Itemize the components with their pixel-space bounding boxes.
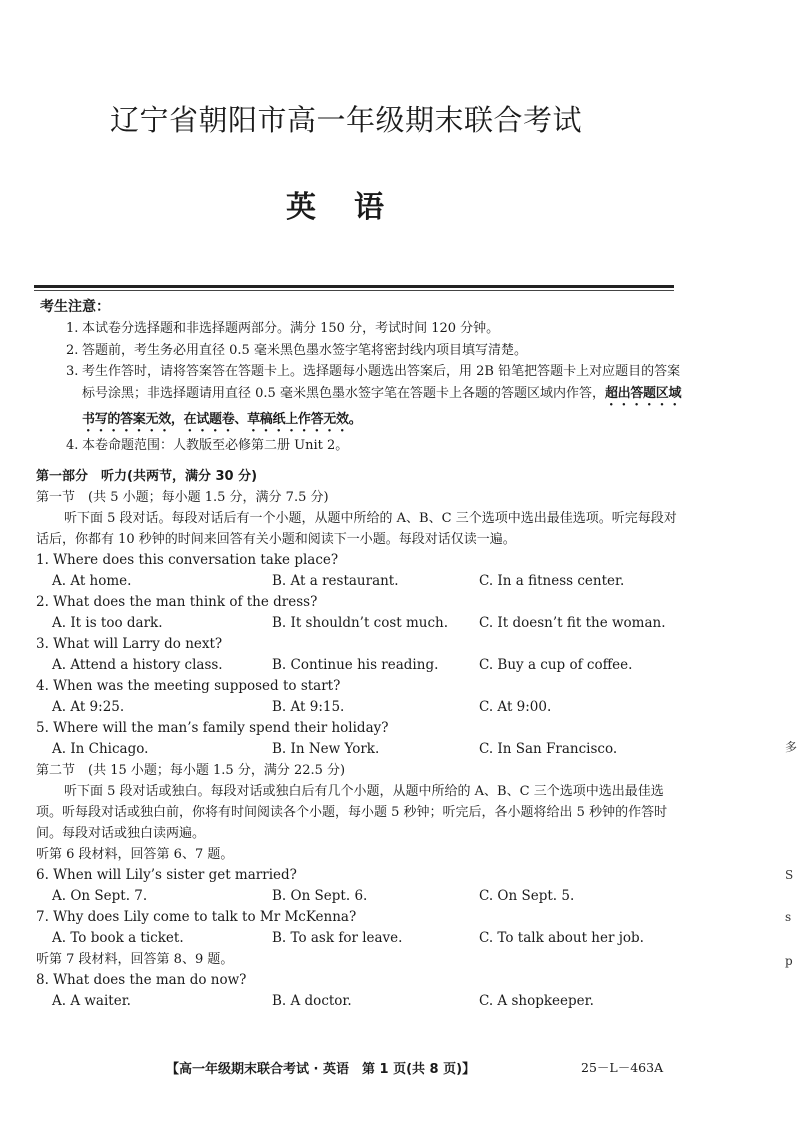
options-4: [36, 697, 686, 718]
subject-title: 英语: [286, 190, 422, 225]
page-footer: 【高一年级期末联合考试 · 英语 第 1 页(共 8 页)】: [166, 1062, 476, 1077]
question-2: 2. What does the man think of the dress?: [36, 594, 318, 610]
options-1: [36, 571, 686, 592]
option-c: C. At 9:00.: [479, 699, 552, 715]
exam-title: 辽宁省朝阳市高一年级期末联合考试: [110, 103, 583, 137]
option-b: B. At a restaurant.: [272, 573, 399, 589]
notice-item-text: 本试卷分选择题和非选择题两部分。满分 150 分，考试时间 120 分钟。: [82, 321, 500, 336]
material-6-label: 听第 6 段材料，回答第 6、7 题。: [36, 847, 234, 862]
option-b: B. On Sept. 6.: [272, 888, 368, 904]
notice-item-num: 4.: [66, 437, 79, 453]
part-heading: 第一部分 听力(共两节，满分 30 分): [36, 469, 258, 484]
option-b: B. To ask for leave.: [272, 930, 403, 946]
option-c: C. To talk about her job.: [479, 930, 644, 946]
notice-item-text: [82, 361, 686, 435]
option-c: C. Buy a cup of coffee.: [479, 657, 633, 673]
notice-heading: 考生注意：: [40, 299, 110, 315]
notice-item: [66, 435, 686, 457]
option-a: A. Attend a history class.: [52, 657, 223, 673]
section2-heading: 第二节 (共 15 小题；每小题 1.5 分，满分 22.5 分): [36, 763, 346, 778]
option-a: A. In Chicago.: [52, 741, 149, 757]
question-4: 4. When was the meeting supposed to start?: [36, 678, 341, 694]
option-b: B. It shouldn’t cost much.: [272, 615, 449, 631]
option-c: C. In a fitness center.: [479, 573, 625, 589]
exam-code: 25－L－463A: [581, 1060, 664, 1075]
margin-mark: 多: [785, 740, 797, 754]
question-1: 1. Where does this conversation take place?: [36, 552, 339, 568]
option-b: B. In New York.: [272, 741, 380, 757]
notice-item-text: 本卷命题范围：人教版至必修第二册 Unit 2。: [82, 437, 349, 453]
section1-instructions: 听下面 5 段对话。每段对话后有一个小题，从题中所给的 A、B、C 三个选项中选出最佳选项。听完每段对话后，你都有 10 秒钟的时间来回答有关小题和阅读下一小题。每段对话仅读一遍。: [36, 511, 677, 547]
section1-heading: 第一节 (共 5 小题；每小题 1.5 分，满分 7.5 分): [36, 490, 329, 505]
option-a: A. A waiter.: [52, 993, 131, 1009]
section2-instructions: 听下面 5 段对话或独白。每段对话或独白后有几个小题，从题中所给的 A、B、C 三个选项中选出最佳选项。听每段对话或独白前，你将有时间阅读各个小题，每小题 5 秒钟；听完后，各小题将给出 5 秒钟的作答时间。每段对话或独白读两遍。: [36, 784, 668, 841]
notice-item-body: 考生作答时，请将答案答在答题卡上。选择题每小题选出答案后，用 2B 铅笔把答题卡上对应题目的答案标号涂黑；非选择题请用直径 0.5 毫米黑色墨水签字笔在答题卡上各题的答题区域内作答，: [82, 364, 681, 401]
option-a: A. To book a ticket.: [52, 930, 184, 946]
option-c: C. In San Francisco.: [479, 741, 618, 757]
question-6: 6. When will Lily’s sister get married?: [36, 867, 297, 883]
options-2: [36, 613, 686, 634]
options-7: [36, 928, 686, 949]
options-6: [36, 886, 686, 907]
option-a: A. On Sept. 7.: [52, 888, 148, 904]
option-c: C. It doesn’t fit the woman.: [479, 615, 666, 631]
options-3: [36, 655, 686, 676]
options-8: [36, 991, 686, 1012]
option-b: B. A doctor.: [272, 993, 352, 1009]
notice-item-emphasis: 超出答题区域书写的答案无效，在试题卷、草稿纸上作答无效。: [82, 385, 682, 427]
listening-part: [36, 466, 686, 1012]
option-b: B. At 9:15.: [272, 699, 345, 715]
notice-item-num: 1.: [66, 321, 79, 336]
notice-item-text: 答题前，考生务必用直径 0.5 毫米黑色墨水签字笔将密封线内项目填写清楚。: [82, 342, 527, 358]
option-b: B. Continue his reading.: [272, 657, 439, 673]
question-7: 7. Why does Lily come to talk to Mr McKenna?: [36, 909, 357, 925]
notice-item: [66, 361, 686, 435]
option-a: A. At 9:25.: [52, 699, 125, 715]
header-divider-thin: [34, 290, 674, 291]
option-c: C. A shopkeeper.: [479, 993, 594, 1009]
option-a: A. It is too dark.: [52, 615, 163, 631]
notice-item-num: 2.: [66, 342, 79, 358]
margin-mark: S: [785, 868, 794, 882]
notice-item: [66, 318, 686, 340]
question-8: 8. What does the man do now?: [36, 972, 247, 988]
options-5: [36, 739, 686, 760]
notice-list: [66, 318, 686, 456]
option-c: C. On Sept. 5.: [479, 888, 575, 904]
question-5: 5. Where will the man’s family spend their holiday?: [36, 720, 389, 736]
material-7-label: 听第 7 段材料，回答第 8、9 题。: [36, 952, 234, 967]
margin-mark: s: [785, 910, 792, 924]
question-3: 3. What will Larry do next?: [36, 636, 223, 652]
notice-item-num: 3.: [66, 364, 79, 379]
option-a: A. At home.: [52, 573, 132, 589]
header-divider: [34, 285, 674, 288]
margin-mark: p: [785, 954, 793, 968]
notice-item: [66, 340, 686, 362]
